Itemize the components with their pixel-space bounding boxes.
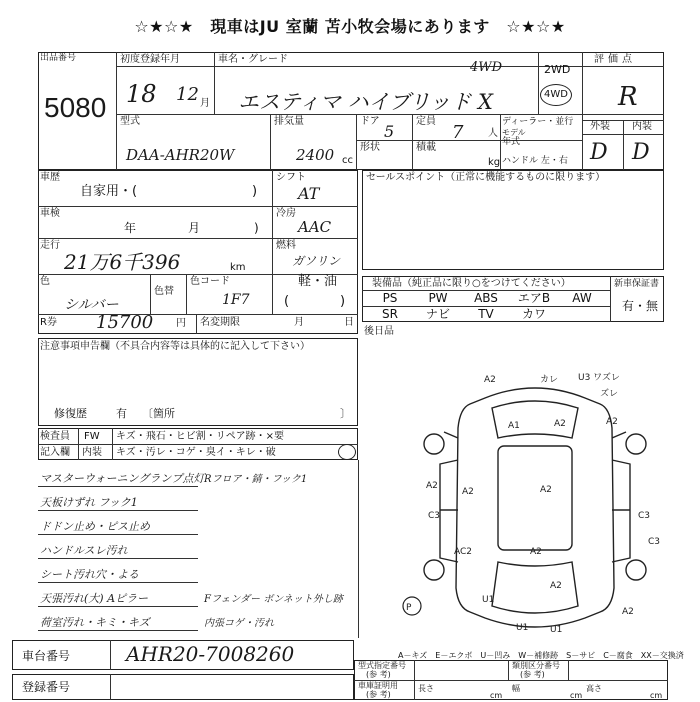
damage-mark: C3 <box>428 511 441 521</box>
remark-underline <box>38 606 198 607</box>
remark-underline <box>38 510 198 511</box>
cert-unit-1: cm <box>490 691 503 700</box>
cert-label2: (参 考) <box>366 690 391 699</box>
model-name-value: エスティマ ハイブリッド X <box>238 90 493 114</box>
equipment-item: TV <box>478 307 494 321</box>
remark-right-line: 内張コゲ・汚れ <box>204 618 274 629</box>
damage-mark: U1 <box>550 625 563 635</box>
cert-unit-3: cm <box>650 691 663 700</box>
remark-line: ハンドルスレ汚れ <box>40 544 128 557</box>
equipment-item: PW <box>428 291 448 305</box>
type-designation-label1: 型式指定番号 <box>358 661 406 670</box>
remark-right-line: Rフロア・錆・フック1 <box>204 474 308 485</box>
exterior-label: 外装 <box>590 121 610 132</box>
remark-line: マスターウォーニングランプ点灯 <box>40 472 205 485</box>
displacement-value: 2400 <box>296 146 335 164</box>
cert-height: 高さ <box>586 684 602 693</box>
damage-mark: A2 <box>550 581 562 591</box>
first-reg-month: 12 <box>176 84 199 105</box>
damage-mark: A2 <box>484 375 496 385</box>
damage-mark: AC2 <box>454 547 473 557</box>
type-designation-label2: (参 考) <box>366 670 391 679</box>
damage-mark: A2 <box>530 547 542 557</box>
remark-underline <box>38 630 198 631</box>
inspector-circle <box>338 444 356 460</box>
type-value: DAA-AHR20W <box>126 146 235 164</box>
damage-mark: C3 <box>638 511 651 521</box>
cooling-value: AAC <box>298 218 332 236</box>
equipment-item: SR <box>382 307 398 321</box>
damage-mark: A2 <box>462 487 474 497</box>
first-reg-year: 18 <box>126 80 157 108</box>
inspection-month: 月 <box>188 221 201 235</box>
shape-label: 形状 <box>360 142 380 153</box>
inspection-label: 車検 <box>40 208 60 219</box>
fuel-gas: ガソリン <box>292 254 341 268</box>
fuel-diesel: 軽・油 <box>298 274 338 289</box>
displacement-label: 排気量 <box>274 116 304 127</box>
notes-label: 注意事項申告欄（不具合内容等は具体的に記入して下さい） <box>40 341 310 352</box>
repair-close: 〕 <box>340 407 351 420</box>
name-change-month: 月 <box>294 317 304 328</box>
load-label: 積載 <box>416 142 436 153</box>
damage-mark: C3 <box>648 537 661 547</box>
first-reg-label: 初度登録年月 <box>120 54 180 65</box>
door-label: ドア <box>360 116 380 127</box>
model-year-label2: 年式 <box>502 137 521 147</box>
recycle-unit: 円 <box>176 318 186 329</box>
sales-point-label: セールスポイント（正常に機能するものに限ります） <box>366 172 606 183</box>
door-value: 5 <box>384 122 395 141</box>
repair-value: 有 <box>116 407 127 420</box>
inspector-fw: FW <box>84 431 100 442</box>
cert-unit-2: cm <box>570 691 583 700</box>
sales-point-box <box>362 170 664 270</box>
damage-mark: A2 <box>622 607 634 617</box>
mileage-value: 21万6千396 <box>64 250 181 274</box>
capacity-value: 7 <box>452 122 464 143</box>
load-unit: kg <box>488 157 501 168</box>
name-change-day: 日 <box>344 317 354 328</box>
remark-line: シート汚れ穴・よる <box>40 568 139 581</box>
recycle-label: R券 <box>40 317 57 328</box>
model-drive: 4WD <box>470 60 503 75</box>
damage-mark: A2 <box>554 419 566 429</box>
damage-mark: カレ <box>540 375 559 385</box>
color-code-label: 色コード <box>190 276 230 287</box>
inspector-interior: 内装 <box>82 447 102 458</box>
usage-label: 車歴 <box>40 172 60 183</box>
fuel-paren-close: ) <box>340 294 346 309</box>
damage-mark: U3 ワズレ <box>578 373 620 383</box>
category-number-label2: (参 考) <box>520 670 545 679</box>
cert-label1: 車庫証明用 <box>358 681 398 690</box>
color-change-label: 色替 <box>154 286 174 297</box>
car-damage-diagram <box>400 368 670 648</box>
chassis-label: 車台番号 <box>22 649 71 663</box>
fuel-label: 燃料 <box>276 240 296 251</box>
fuel-paren-open: ( <box>284 294 290 309</box>
equipment-item: ABS <box>474 291 498 305</box>
remark-line: ドドン止め・ピス止め <box>40 520 150 533</box>
color-value: シルバー <box>64 297 119 313</box>
dealer-label: ディーラー・並行 <box>502 117 574 127</box>
category-number-label1: 類別区分番号 <box>512 661 560 670</box>
mileage-label: 走行 <box>40 240 60 251</box>
inspection-year: 年 <box>124 221 137 235</box>
color-label: 色 <box>40 276 50 287</box>
usage-value: 自家用・( <box>80 184 138 199</box>
repair-label: 修復歴 <box>54 407 87 420</box>
cooling-label: 冷房 <box>276 208 296 219</box>
inspector-interior-items: キズ・汚レ・コゲ・臭イ・キレ・破 <box>116 447 276 458</box>
handle-label: ハンドル 左・右 <box>502 156 568 166</box>
damage-mark: U1 <box>482 595 495 605</box>
equipment-item: AW <box>572 291 592 305</box>
registration-label: 登録番号 <box>22 680 71 694</box>
cert-width: 幅 <box>512 684 520 693</box>
equipment-item: ナビ <box>425 307 450 321</box>
exterior-value: D <box>590 140 608 165</box>
equipment-label: 装備品（純正品に限り○をつけてください） <box>372 278 571 289</box>
damage-legend: A－キズ E－エクボ U－凹み W－補修跡 S－サビ C－腐食 XX－交換済 <box>398 651 684 660</box>
warranty-value: 有・無 <box>622 299 659 313</box>
inspector-fw-items: キズ・飛石・ヒビ割・リペア跡・×要 <box>116 431 284 442</box>
damage-mark: A2 <box>426 481 438 491</box>
banner: ☆★☆★ 現車はJU 室蘭 苫小牧会場にあります ☆★☆★ <box>134 17 566 36</box>
warranty-label: 新車保証書 <box>614 279 660 289</box>
damage-mark: A1 <box>508 421 520 431</box>
chassis-value: AHR20-7008260 <box>126 642 295 666</box>
equipment-item: PS <box>382 291 398 305</box>
lot-label: 出品番号 <box>40 53 77 63</box>
shift-label: シフト <box>276 172 306 183</box>
drive-2wd: 2WD <box>544 63 571 76</box>
shift-value: AT <box>298 184 320 203</box>
type-label: 型式 <box>120 116 140 127</box>
interior-value: D <box>632 140 650 165</box>
displacement-unit: cc <box>342 155 353 166</box>
remark-right-line: Fフェンダー ボンネット外し跡 <box>204 594 343 605</box>
usage-close: ) <box>252 184 258 199</box>
interior-label: 内装 <box>632 121 652 132</box>
lot-number: 5080 <box>44 92 107 123</box>
inspector-label2: 記入欄 <box>40 447 70 458</box>
score-label: 評価点 <box>594 54 636 65</box>
damage-mark: A2 <box>540 485 552 495</box>
remark-line: 天板けずれ フック1 <box>40 496 138 509</box>
remark-underline <box>38 534 198 535</box>
remark-line: 荷室汚れ・キミ・キズ <box>40 616 150 629</box>
inspector-label1: 検査員 <box>40 431 70 442</box>
capacity-label: 定員 <box>416 116 436 127</box>
name-change-label: 名変期限 <box>200 317 240 328</box>
capacity-unit: 人 <box>488 128 498 139</box>
additional-label: 後日品 <box>364 326 394 337</box>
damage-mark: P <box>406 603 412 613</box>
drive-4wd: 4WD <box>544 89 568 100</box>
damage-mark: A2 <box>606 417 618 427</box>
remark-underline <box>38 558 198 559</box>
model-year-label1: モデル <box>502 128 526 137</box>
remark-line: 天張汚れ(大) Aピラー <box>40 592 149 605</box>
first-reg-month-unit: 月 <box>200 98 210 109</box>
equipment-item: エアB <box>517 291 551 305</box>
color-code-value: 1F7 <box>222 292 250 308</box>
equipment-item: カワ <box>521 307 546 321</box>
inspection-close: ) <box>254 221 259 235</box>
damage-mark: ズレ <box>600 389 619 399</box>
repair-place: 〔箇所 <box>142 407 175 420</box>
model-name-label: 車名・グレード <box>218 54 288 65</box>
damage-mark: U1 <box>516 623 529 633</box>
score-value: R <box>618 82 638 112</box>
mileage-unit: km <box>230 262 246 273</box>
remark-underline <box>38 486 198 487</box>
recycle-value: 15700 <box>96 312 154 333</box>
remark-underline <box>38 582 198 583</box>
cert-length: 長さ <box>418 684 434 693</box>
